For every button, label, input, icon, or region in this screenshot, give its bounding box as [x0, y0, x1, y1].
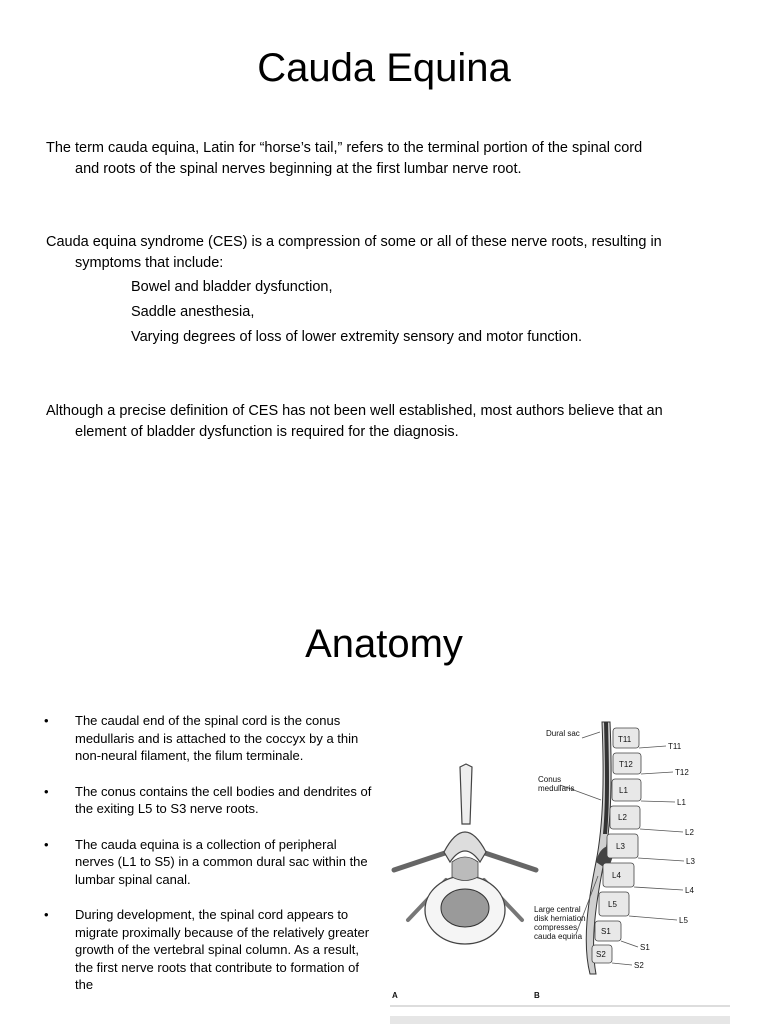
- nerve-label: L1: [677, 798, 686, 807]
- list-item: [44, 836, 374, 889]
- bullet-text: The cauda equina is a collection of peripheral nerves (L1 to S5) in a common dural sac within the lumbar spinal canal.: [75, 836, 368, 887]
- bullet-icon: •: [44, 836, 49, 852]
- slide-anatomy: [0, 560, 768, 1024]
- paragraph-line: symptoms that include:: [75, 255, 224, 271]
- axial-vertebra-drawing: [394, 764, 536, 944]
- bullet-icon: •: [44, 783, 49, 799]
- panel-b-label: B: [534, 991, 540, 1000]
- paragraph-line: and roots of the spinal nerves beginning at the first lumbar nerve root.: [75, 161, 522, 177]
- nerve-label: T12: [675, 768, 689, 777]
- panel-a-label: A: [392, 991, 398, 1000]
- symptom-item: Varying degrees of loss of lower extremity sensory and motor function.: [131, 329, 583, 345]
- bullet-icon: •: [44, 907, 49, 922]
- ces-paragraph: [46, 232, 716, 274]
- nerve-label: L3: [686, 857, 695, 866]
- herniation-label: compresses: [534, 923, 578, 932]
- slide-title: Anatomy: [305, 622, 463, 666]
- paragraph-line: element of bladder dysfunction is required for the diagnosis.: [75, 424, 459, 440]
- bullet-icon: •: [44, 713, 49, 728]
- dural-sac-label: Dural sac: [546, 729, 580, 738]
- herniation-label: Large central: [534, 905, 581, 914]
- symptom-item: Saddle anesthesia,: [131, 304, 255, 320]
- nerve-label: T11: [668, 742, 682, 751]
- conus-label: medullaris: [538, 784, 575, 793]
- nerve-label: L4: [685, 886, 694, 895]
- spine-illustration: [386, 712, 732, 1024]
- vertebra-label: L2: [618, 813, 627, 822]
- diagnosis-paragraph: [46, 401, 716, 443]
- nerve-label: L5: [679, 916, 688, 925]
- vertebra-label: T11: [618, 735, 632, 744]
- vertebra-label: T12: [619, 760, 633, 769]
- definition-paragraph: [46, 138, 716, 180]
- vertebra-label: L3: [616, 842, 625, 851]
- vertebra-label: S2: [596, 950, 606, 959]
- herniation-label: cauda equina: [534, 932, 583, 941]
- bullet-text: During development, the spinal cord appears to migrate proximally because of the relatively greater growth of the vertebral spinal column. As a result, the first nerve roots that contribute to formation of the: [75, 907, 370, 992]
- list-item: [44, 783, 374, 818]
- vertebra-label: L5: [608, 900, 617, 909]
- conus-label: Conus: [538, 775, 562, 784]
- paragraph-line: Although a precise definition of CES has not been well established, most authors believe that an: [46, 403, 663, 419]
- vertebra-label: L4: [612, 871, 621, 880]
- vertebra-label: S1: [601, 927, 611, 936]
- vertebra-label: L1: [619, 786, 628, 795]
- anatomy-bullet-list: [44, 712, 374, 1012]
- list-item: [44, 712, 374, 765]
- herniation-label: disk herniation: [534, 914, 586, 923]
- bullet-text: The conus contains the cell bodies and dendrites of the exiting L5 to S3 nerve roots.: [75, 783, 372, 816]
- nerve-labels: [634, 742, 695, 970]
- symptom-list: [131, 275, 582, 350]
- symptom-item: Bowel and bladder dysfunction,: [131, 279, 333, 295]
- spine-anatomy-figure: [386, 712, 732, 1024]
- paragraph-line: The term cauda equina, Latin for “horse’s tail,” refers to the terminal portion of the spinal cord: [46, 140, 643, 156]
- bullet-text: The caudal end of the spinal cord is the conus medullaris and is attached to the coccyx by a thin non-neural filament, the filum terminale.: [75, 713, 359, 763]
- nerve-label: S1: [640, 943, 650, 952]
- list-item: [44, 906, 374, 994]
- nerve-label: S2: [634, 961, 644, 970]
- paragraph-line: Cauda equina syndrome (CES) is a compression of some or all of these nerve roots, resulting in: [46, 234, 662, 250]
- nerve-label: L2: [685, 828, 694, 837]
- slide-title: Cauda Equina: [257, 46, 511, 90]
- sagittal-spine-drawing: [534, 722, 695, 974]
- caption-bar: [390, 1016, 730, 1024]
